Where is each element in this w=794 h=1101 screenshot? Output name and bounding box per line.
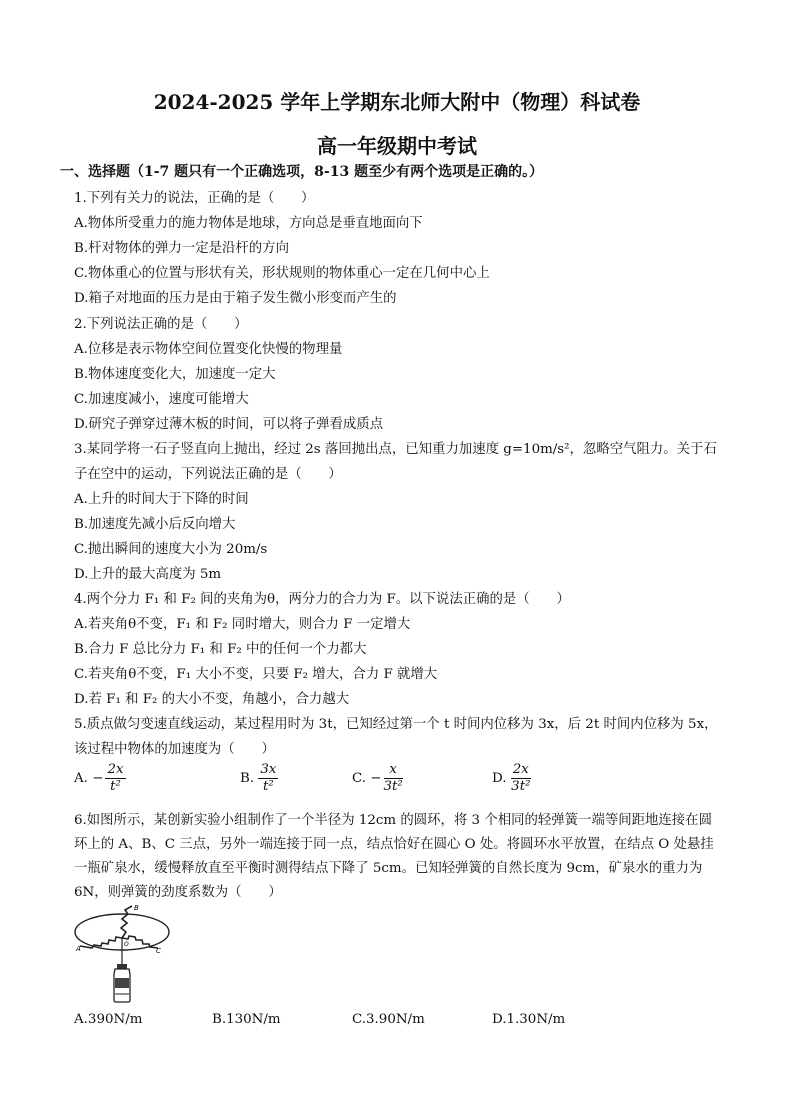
q2-option-d: D.研究子弹穿过薄木板的时间，可以将子弹看成质点 [74, 417, 384, 432]
q5-option-a [74, 762, 126, 795]
figure-label-b: B [134, 904, 139, 912]
q5-option-b-denominator: t² [263, 779, 274, 794]
q2-option-b: B.物体速度变化大，加速度一定大 [74, 367, 276, 382]
q3-stem-line2: 子在空中的运动，下列说法正确的是（ ） [74, 467, 342, 482]
q1-stem: 1.下列有关力的说法，正确的是（ ） [74, 191, 315, 206]
q3-stem-line1: 3.某同学将一石子竖直向上抛出，经过 2s 落回抛出点，已知重力加速度 g=10m/s²，忽略空气阻力。关于石 [74, 442, 717, 457]
q5-option-d-denominator: 3t² [511, 779, 531, 794]
exam-subtitle: 高一年级期中考试 [317, 134, 477, 158]
q4-option-b: B.合力 F 总比分力 F₁ 和 F₂ 中的任何一个力都大 [74, 642, 367, 657]
q3-option-c: C.抛出瞬间的速度大小为 20m/s [74, 542, 268, 557]
q5-option-b-fraction [258, 762, 278, 795]
q5-option-a-denominator: t² [110, 779, 121, 794]
q5-option-c-sign: − [370, 771, 382, 786]
exam-title: 2024-2025 学年上学期东北师大附中（物理）科试卷 [153, 90, 641, 114]
q6-stem-line1: 6.如图所示，某创新实验小组制作了一个半径为 12cm 的圆环，将 3 个相同的轻弹簧一端等间距地连接在圆 [74, 813, 712, 828]
figure-label-c: C [156, 947, 161, 955]
q5-option-a-numerator: 2x [107, 762, 124, 777]
spring-ring-figure [70, 902, 180, 1007]
q2-option-a: A.位移是表示物体空间位置变化快慢的物理量 [74, 342, 343, 357]
q5-stem-line1: 5.质点做匀变速直线运动，某过程用时为 3t，已知经过第一个 t 时间内位移为 3x，后 2t 时间内位移为 5x， [74, 717, 718, 732]
q5-option-d-numerator: 2x [512, 762, 529, 777]
q3-option-d: D.上升的最大高度为 5m [74, 567, 222, 582]
q5-option-c-fraction [384, 762, 403, 795]
q4-option-c: C.若夹角θ不变，F₁ 大小不变，只要 F₂ 增大，合力 F 就增大 [74, 667, 438, 682]
q5-option-d-fraction [511, 762, 531, 795]
q5-stem-line2: 该过程中物体的加速度为（ ） [74, 742, 275, 757]
q4-option-d: D.若 F₁ 和 F₂ 的大小不变，角越小，合力越大 [74, 692, 350, 707]
q6-stem-line4: 6N，则弹簧的劲度系数为（ ） [74, 885, 282, 900]
figure-label-a: A [76, 945, 81, 953]
q6-option-a: A.390N/m [74, 1012, 143, 1027]
section-heading: 一、选择题（1-7 题只有一个正确选项，8-13 题至少有两个选项是正确的。） [60, 164, 544, 180]
q5-option-c-label: C. [352, 771, 367, 786]
figure-label-o: O [124, 941, 129, 948]
q4-stem: 4.两个分力 F₁ 和 F₂ 间的夹角为θ，两分力的合力为 F。以下说法正确的是（ ） [74, 592, 570, 607]
q3-option-a: A.上升的时间大于下降的时间 [74, 492, 249, 507]
q6-stem-line3: 一瓶矿泉水，缓慢释放直至平衡时测得结点下降了 5cm。已知轻弹簧的自然长度为 9cm，矿泉水的重力为 [74, 861, 703, 876]
q5-option-c [352, 762, 403, 795]
q4-option-a: A.若夹角θ不变，F₁ 和 F₂ 同时增大，则合力 F 一定增大 [74, 617, 411, 632]
q2-option-c: C.加速度减小，速度可能增大 [74, 392, 249, 407]
q1-option-d: D.箱子对地面的压力是由于箱子发生微小形变而产生的 [74, 291, 397, 306]
q1-option-c: C.物体重心的位置与形状有关，形状规则的物体重心一定在几何中心上 [74, 266, 490, 281]
q3-option-b: B.加速度先减小后反向增大 [74, 517, 236, 532]
q5-option-b-numerator: 3x [260, 762, 277, 777]
q5-option-a-sign: − [92, 771, 104, 786]
q6-stem-line2: 环上的 A、B、C 三点，另外一端连接于同一点，结点恰好在圆心 O 处。将圆环水平放置，在结点 O 处悬挂 [74, 837, 714, 852]
q5-option-c-numerator: x [384, 762, 403, 779]
q5-option-a-label: A. [74, 771, 88, 786]
q1-option-b: B.杆对物体的弹力一定是沿杆的方向 [74, 241, 289, 256]
q5-option-d-label: D. [492, 771, 507, 786]
q1-option-a: A.物体所受重力的施力物体是地球，方向总是垂直地面向下 [74, 216, 423, 231]
q5-option-b-label: B. [240, 771, 255, 786]
q5-option-b [240, 762, 278, 795]
q6-option-c: C.3.90N/m [352, 1012, 425, 1027]
q5-option-c-denominator: 3t² [383, 779, 403, 794]
q5-option-a-fraction [105, 762, 125, 795]
q6-option-b: B.130N/m [212, 1012, 281, 1027]
q5-option-d [492, 762, 531, 795]
q2-stem: 2.下列说法正确的是（ ） [74, 317, 248, 332]
q6-option-d: D.1.30N/m [492, 1012, 566, 1027]
